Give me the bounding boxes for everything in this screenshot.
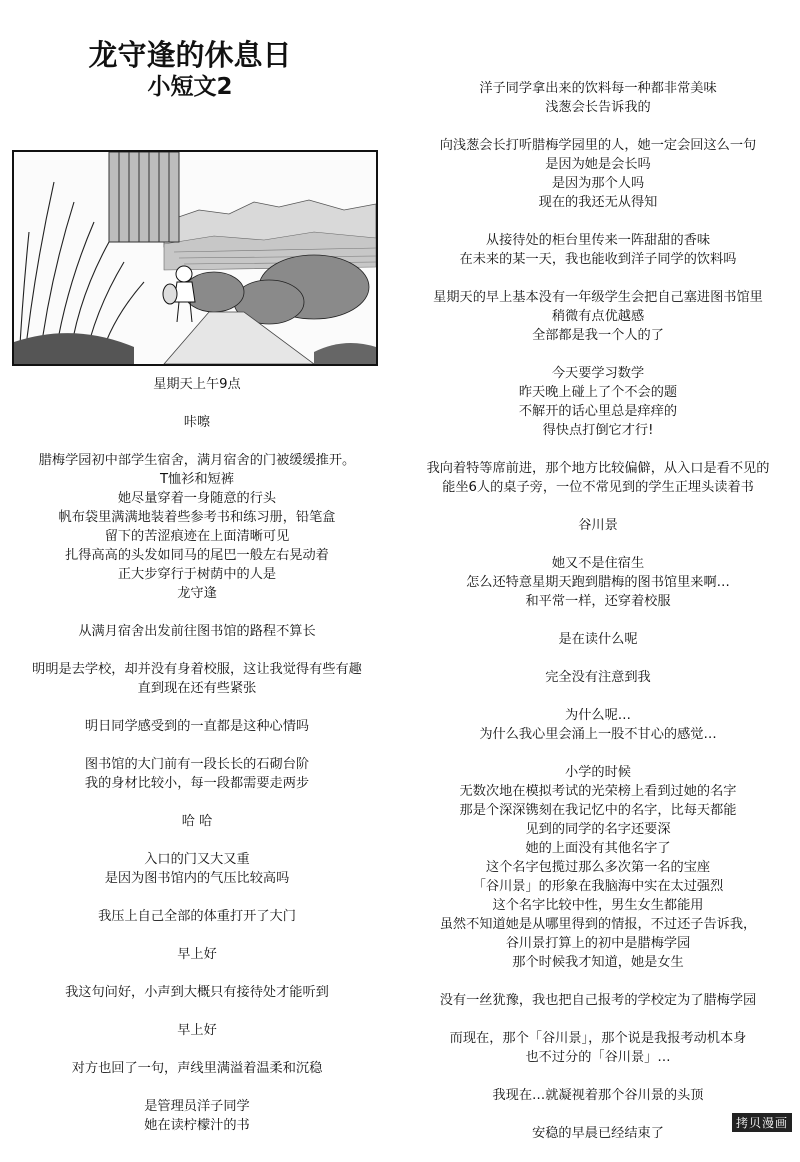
text-line: 在未来的某一天，我也能收到洋子同学的饮料吗: [459, 252, 737, 267]
text-line: 全部都是我一个人的了: [532, 328, 664, 343]
text-line: 是因为她是会长吗: [545, 157, 651, 172]
paragraph: [0, 622, 394, 641]
paragraph: [0, 1059, 394, 1078]
text-line: 得快点打倒它才行!: [542, 423, 654, 438]
document-subtitle: 小短文2: [147, 74, 233, 100]
paragraph: [0, 451, 394, 603]
text-line: T恤衫和短裤: [160, 472, 234, 487]
text-line: 这个名字包揽过那么多次第一名的宝座: [485, 860, 711, 875]
paragraph: [0, 812, 394, 831]
paragraph: [396, 1086, 800, 1105]
text-line: 星期天的早上基本没有一年级学生会把自己塞进图书馆里: [433, 290, 763, 305]
text-line: 小学的时候: [565, 765, 631, 780]
text-line: 「谷川景」的形象在我脑海中实在太过强烈: [472, 879, 724, 894]
text-line: 是因为图书馆内的气压比较高吗: [104, 871, 290, 886]
text-line: 她的上面没有其他名字了: [525, 841, 671, 856]
paragraph: [0, 850, 394, 888]
paragraph: [396, 136, 800, 212]
text-line: 完全没有注意到我: [545, 670, 651, 685]
paragraph: [396, 288, 800, 345]
paragraph: [396, 668, 800, 687]
text-line: 见到的同学的名字还要深: [525, 822, 671, 837]
text-line: 星期天上午9点: [153, 377, 241, 392]
text-line: 留下的苦涩痕迹在上面清晰可见: [104, 529, 290, 544]
text-line: 为什么呢…: [565, 708, 631, 723]
text-line: 这个名字比较中性，男生女生都能用: [492, 898, 704, 913]
text-line: 从接待处的柜台里传来一阵甜甜的香味: [485, 233, 711, 248]
text-line: 从满月宿舍出发前往图书馆的路程不算长: [78, 624, 316, 639]
text-line: 和平常一样，还穿着校服: [525, 594, 671, 609]
text-line: 我向着特等席前进，那个地方比较偏僻，从入口是看不见的: [426, 461, 770, 476]
paragraph: [396, 231, 800, 269]
text-line: 咔嚓: [183, 415, 211, 430]
text-line: 而现在，那个「谷川景」，那个说是我报考动机本身: [449, 1031, 747, 1046]
paragraph: [0, 907, 394, 926]
text-line: 洋子同学拿出来的饮料每一种都非常美味: [479, 81, 717, 96]
text-line: 直到现在还有些紧张: [137, 681, 257, 696]
paragraph: [396, 79, 800, 117]
text-line: 为什么我心里会涌上一股不甘心的感觉…: [479, 727, 717, 742]
paragraph: [0, 1097, 394, 1135]
text-line: 现在的我还无从得知: [538, 195, 658, 210]
paragraph: [396, 763, 800, 972]
text-line: 是因为那个人吗: [551, 176, 645, 191]
text-line: 不解开的话心里总是痒痒的: [518, 404, 678, 419]
text-line: 浅葱会长告诉我的: [545, 100, 651, 115]
text-line: 是在读什么呢: [558, 632, 638, 647]
right-text-column: [396, 79, 800, 1162]
landscape-illustration: [12, 150, 378, 366]
text-line: 腊梅学园初中部学生宿舍，满月宿舍的门被缓缓推开。: [38, 453, 356, 468]
text-line: 昨天晚上碰上了个不会的题: [518, 385, 678, 400]
text-line: 也不过分的「谷川景」…: [525, 1050, 671, 1065]
paragraph: [0, 660, 394, 698]
text-line: 对方也回了一句，声线里满溢着温柔和沉稳: [71, 1061, 323, 1076]
paragraph: [396, 554, 800, 611]
paragraph: [0, 375, 394, 394]
text-line: 那是个深深镌刻在我记忆中的名字，比每天都能: [459, 803, 737, 818]
paragraph: [396, 459, 800, 497]
text-line: 她又不是住宿生: [551, 556, 645, 571]
text-line: 安稳的早晨已经结束了: [532, 1126, 664, 1141]
paragraph: [0, 755, 394, 793]
text-line: 稍微有点优越感: [551, 309, 645, 324]
text-line: 早上好: [177, 947, 217, 962]
paragraph: [0, 983, 394, 1002]
paragraph: [0, 717, 394, 736]
watermark: 拷贝漫画: [732, 1113, 792, 1132]
text-line: 没有一丝犹豫，我也把自己报考的学校定为了腊梅学园: [439, 993, 757, 1008]
text-line: 无数次地在模拟考试的光荣榜上看到过她的名字: [459, 784, 737, 799]
paragraph: [0, 1021, 394, 1040]
paragraph: [0, 413, 394, 432]
text-line: 扎得高高的头发如同马的尾巴一般左右晃动着: [65, 548, 329, 563]
text-line: 我这句问好，小声到大概只有接待处才能听到: [65, 985, 329, 1000]
text-line: 今天要学习数学: [551, 366, 645, 381]
text-line: 我现在…就凝视着那个谷川景的头顶: [492, 1088, 704, 1103]
text-line: 明明是去学校，却并没有身着校服，这让我觉得有些有趣: [32, 662, 362, 677]
text-line: 图书馆的大门前有一段长长的石砌台阶: [84, 757, 310, 772]
paragraph: [396, 516, 800, 535]
text-line: 我的身材比较小，每一段都需要走两步: [84, 776, 310, 791]
text-line: 那个时候我才知道，她是女生: [512, 955, 684, 970]
document-title: 龙守逢的休息日: [88, 38, 292, 72]
text-line: 能坐6人的桌子旁，一位不常见到的学生正埋头读着书: [442, 480, 754, 495]
text-line: 哈 哈: [181, 814, 213, 829]
text-line: 帆布袋里满满地装着些参考书和练习册，铅笔盒: [58, 510, 336, 525]
text-line: 怎么还特意星期天跑到腊梅的图书馆里来啊…: [466, 575, 730, 590]
text-line: 入口的门又大又重: [144, 852, 250, 867]
text-line: 谷川景打算上的初中是腊梅学园: [505, 936, 691, 951]
text-line: 向浅葱会长打听腊梅学园里的人，她一定会回这么一句: [439, 138, 757, 153]
paragraph: [0, 945, 394, 964]
paragraph: [396, 364, 800, 440]
text-line: 她尽量穿着一身随意的行头: [117, 491, 277, 506]
left-text-column: [0, 375, 394, 1154]
text-line: 她在读柠檬汁的书: [144, 1118, 250, 1133]
text-line: 谷川景: [578, 518, 618, 533]
text-line: 我压上自己全部的体重打开了大门: [98, 909, 296, 924]
text-line: 正大步穿行于树荫中的人是: [117, 567, 277, 582]
paragraph: [396, 1029, 800, 1067]
text-line: 龙守逢: [177, 586, 217, 601]
text-line: 早上好: [177, 1023, 217, 1038]
text-line: 是管理员洋子同学: [144, 1099, 250, 1114]
paragraph: [396, 706, 800, 744]
text-line: 明日同学感受到的一直都是这种心情吗: [84, 719, 310, 734]
paragraph: [396, 991, 800, 1010]
text-line: 虽然不知道她是从哪里得到的情报，不过还子告诉我，: [439, 917, 757, 932]
paragraph: [396, 630, 800, 649]
landscape-drawing: [14, 152, 376, 364]
